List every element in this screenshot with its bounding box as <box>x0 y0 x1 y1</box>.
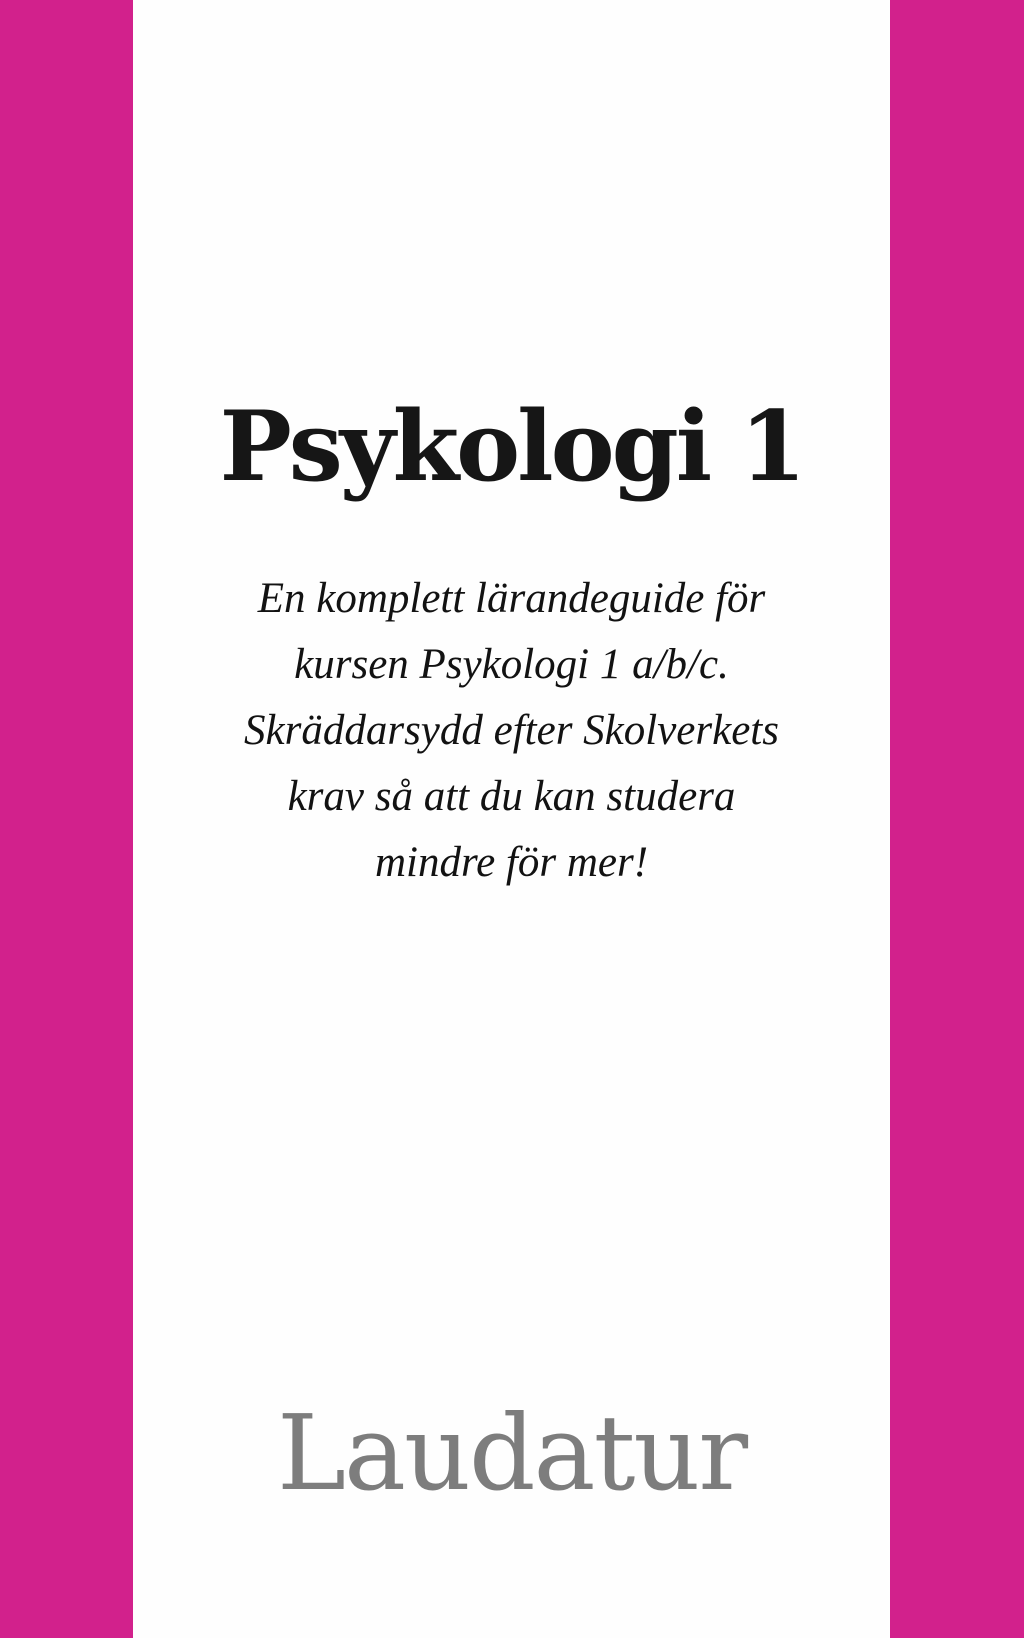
subtitle-line: Skräddarsydd efter Skolverkets <box>244 707 779 754</box>
cover-title: Psykologi 1 <box>219 390 804 503</box>
subtitle-line: En komplett lärandeguide för <box>257 575 766 622</box>
publisher-logotype: Laudatur <box>276 1392 747 1514</box>
cover-subtitle <box>133 566 890 896</box>
subtitle-line: krav så att du kan studera <box>287 773 736 820</box>
center-panel <box>133 0 890 1638</box>
subtitle-line: kursen Psykologi 1 a/b/c. <box>294 641 729 688</box>
subtitle-line: mindre för mer! <box>374 839 649 886</box>
